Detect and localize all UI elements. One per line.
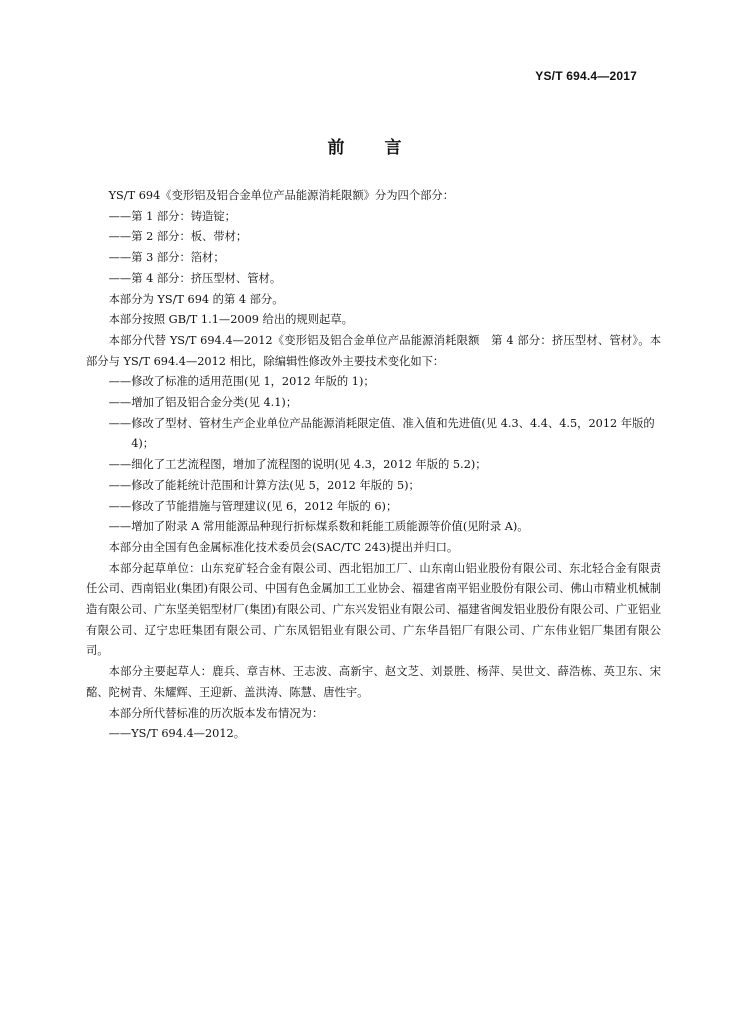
- page-title: 前言: [327, 138, 442, 158]
- change-item-classification: ——增加了铝及铝合金分类(见 4.1)；: [108, 396, 298, 410]
- change-item-scope: ——修改了标准的适用范围(见 1，2012 年版的 1)；: [108, 375, 375, 389]
- paragraph-committee: 本部分由全国有色金属标准化技术委员会(SAC/TC 243)提出并归口。: [108, 540, 459, 554]
- paragraph-drafting-rules: 本部分按照 GB/T 1.1—2009 给出的规则起草。: [108, 313, 353, 327]
- change-item-statistics: ——修改了能耗统计范围和计算方法(见 5，2012 年版的 5)；: [108, 478, 420, 492]
- history-item: ——YS/T 694.4—2012。: [108, 727, 246, 741]
- standard-code: YS/T 694.4—2017: [535, 69, 637, 83]
- paragraph-history: 本部分所代替标准的历次版本发布情况为：: [108, 706, 324, 720]
- list-item-part-3: ——第 3 部分：箔材；: [108, 251, 225, 265]
- list-item-part-4: ——第 4 部分：挤压型材、管材。: [108, 271, 282, 285]
- paragraph-replaces: 本部分代替 YS/T 694.4—2012《变形铝及铝合金单位产品能源消耗限额 第 4 部分：挤压型材、管材》。本部分与 YS/T 694.4—2012 相比，除编辑性修改外主要技术变化如下：: [86, 333, 661, 368]
- foreword-body: [86, 186, 661, 745]
- paragraph-drafting-units: 本部分起草单位：山东兖矿轻合金有限公司、西北铝加工厂、山东南山铝业股份有限公司、东北轻合金有限责任公司、西南铝业(集团)有限公司、中国有色金属加工工业协会、福建省南平铝业股份有限公司、佛山市精业机械制造有限公司、广东坚美铝型材厂(集团)有限公司、广东兴发铝业有限公司、福建省闽发铝业股份有限公司、广亚铝业有限公司、辽宁忠旺集团有限公司、广东凤铝铝业有限公司、广东华昌铝厂有限公司、广东伟业铝厂集团有限公司。: [86, 561, 661, 658]
- paragraph-drafters: 本部分主要起草人：鹿兵、章吉林、王志波、高新宇、赵文芝、刘景胜、杨萍、吴世文、薛浩栋、英卫东、宋酩、陀树青、朱耀辉、王迎新、盖洪涛、陈慧、唐性宇。: [86, 665, 661, 699]
- change-item-appendix: ——增加了附录 A 常用能源品种现行折标煤系数和耗能工质能源等价值(见附录 A)。: [108, 520, 529, 534]
- change-item-limits: ——修改了型材、管材生产企业单位产品能源消耗限定值、准入值和先进值(见 4.3、4.4、4.5，2012 年版的 4)；: [108, 416, 655, 451]
- list-item-part-1: ——第 1 部分：铸造锭；: [108, 209, 236, 223]
- list-item-part-2: ——第 2 部分：板、带材；: [108, 230, 248, 244]
- paragraph-this-part: 本部分为 YS/T 694 的第 4 部分。: [108, 292, 284, 306]
- change-item-process-flow: ——细化了工艺流程图，增加了流程图的说明(见 4.3，2012 年版的 5.2)；: [108, 458, 487, 472]
- paragraph-intro: YS/T 694《变形铝及铝合金单位产品能源消耗限额》分为四个部分：: [108, 189, 455, 202]
- change-item-measures: ——修改了节能措施与管理建议(见 6，2012 年版的 6)；: [108, 499, 398, 513]
